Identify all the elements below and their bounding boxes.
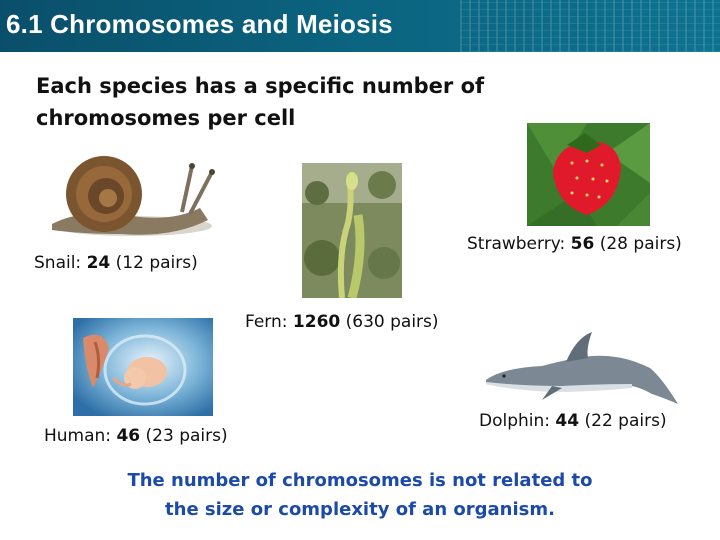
snail-photo: [22, 138, 230, 258]
strawberry-pairs: (28 pairs): [599, 234, 682, 254]
dolphin-label: [479, 411, 667, 431]
dolphin-count: 44: [555, 411, 580, 431]
snail-count: 24: [86, 253, 111, 273]
dolphin-pairs: (22 pairs): [584, 411, 667, 431]
human-count: 46: [116, 426, 141, 446]
fern-label: [245, 312, 439, 332]
strawberry-name: Strawberry:: [467, 234, 566, 254]
snail-label: [34, 253, 198, 273]
slide-subtitle: Each species has a specific number of chromosomes per cell: [36, 74, 485, 130]
strawberry-count: 56: [570, 234, 595, 254]
fern-photo: [302, 163, 402, 298]
fern-count: 1260: [292, 312, 341, 332]
slide-title: 6.1 Chromosomes and Meiosis: [6, 9, 393, 39]
human-label: [44, 426, 228, 446]
dolphin-name: Dolphin:: [479, 411, 551, 431]
snail-pairs: (12 pairs): [115, 253, 198, 273]
dna-pattern-decoration: [460, 0, 720, 52]
strawberry-photo: [527, 123, 650, 226]
title-bar: [0, 0, 720, 52]
human-name: Human:: [44, 426, 112, 446]
human-fetus-photo: [73, 318, 213, 416]
conclusion-note: The number of chromosomes is not related to the size or complexity of an organism.: [127, 470, 593, 520]
dolphin-photo: [482, 328, 682, 408]
fern-name: Fern:: [245, 312, 288, 332]
strawberry-label: [467, 234, 682, 254]
snail-name: Snail:: [34, 253, 82, 273]
human-pairs: (23 pairs): [145, 426, 228, 446]
fern-pairs: (630 pairs): [345, 312, 439, 332]
